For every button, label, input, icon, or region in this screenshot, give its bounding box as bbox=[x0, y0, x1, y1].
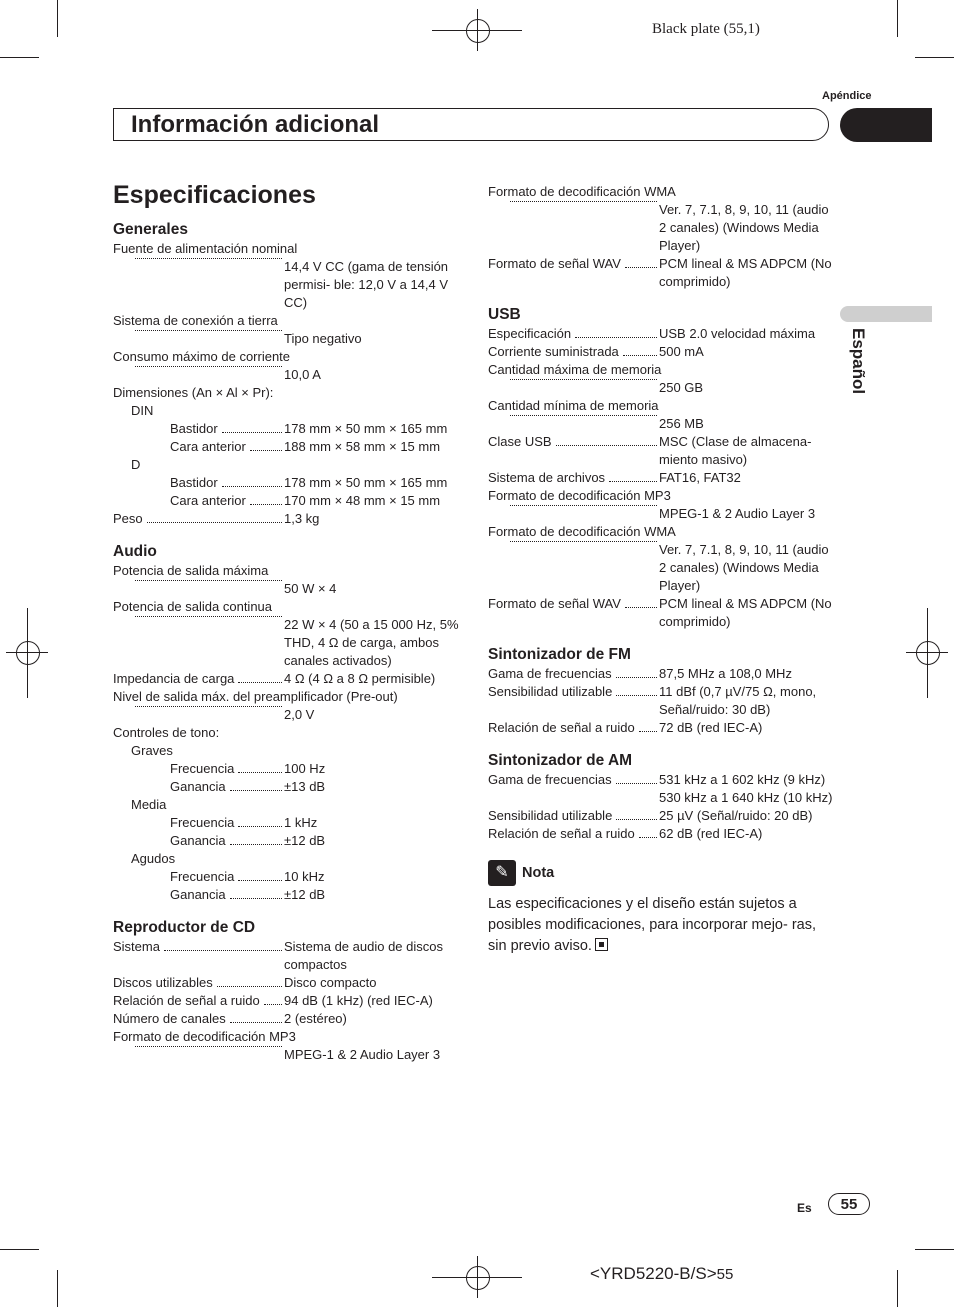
crop-mark bbox=[915, 57, 954, 58]
crop-mark bbox=[0, 1249, 39, 1250]
spec-value: ±13 dB bbox=[284, 779, 326, 794]
spec-value: 25 µV (Señal/ruido: 20 dB) bbox=[659, 808, 813, 823]
spec-label-cell bbox=[488, 771, 659, 789]
spec-row bbox=[488, 683, 838, 719]
spec-row bbox=[113, 992, 463, 1010]
spec-row bbox=[488, 183, 838, 201]
spec-value: MSC (Clase de almacena- miento masivo) bbox=[659, 434, 812, 467]
dot-leader bbox=[510, 541, 657, 542]
crop-mark bbox=[897, 1270, 898, 1307]
spec-label-cell bbox=[488, 505, 659, 511]
spec-label-cell bbox=[113, 974, 284, 992]
spec-value: 188 mm × 58 mm × 15 mm bbox=[284, 439, 441, 454]
spec-row bbox=[113, 474, 463, 492]
spec-row bbox=[488, 487, 838, 505]
spec-label: Dimensiones (An × Al × Pr): bbox=[113, 385, 274, 400]
section-heading: Reproductor de CD bbox=[113, 919, 256, 936]
spec-label: Ganancia bbox=[170, 887, 226, 902]
dot-leader bbox=[230, 844, 282, 845]
dot-leader bbox=[135, 330, 282, 331]
plate-label: Black plate (55,1) bbox=[652, 21, 760, 37]
spec-row bbox=[488, 343, 838, 361]
spec-label-cell bbox=[113, 330, 284, 336]
spec-row bbox=[488, 523, 838, 541]
spec-value: 10 kHz bbox=[284, 869, 325, 884]
spec-label-cell bbox=[488, 595, 659, 613]
spec-row bbox=[113, 796, 463, 814]
spec-label-cell bbox=[488, 469, 659, 487]
dot-leader bbox=[238, 826, 282, 827]
right-column bbox=[488, 183, 838, 957]
spec-value: 50 W × 4 bbox=[284, 581, 337, 596]
spec-label: Gama de frecuencias bbox=[488, 772, 612, 787]
dot-leader bbox=[510, 505, 657, 506]
crop-mark bbox=[0, 57, 39, 58]
spec-value: 1,3 kg bbox=[284, 511, 320, 526]
spec-row bbox=[113, 1028, 463, 1046]
spec-row bbox=[113, 420, 463, 438]
end-of-section-icon bbox=[595, 938, 608, 951]
spec-row bbox=[113, 240, 463, 258]
pencil-icon: ✎ bbox=[488, 860, 516, 886]
spec-value: 2 (estéreo) bbox=[284, 1011, 347, 1026]
registration-circle bbox=[466, 1266, 490, 1290]
spec-row bbox=[488, 469, 838, 487]
spec-row bbox=[113, 850, 463, 868]
dot-leader bbox=[135, 616, 282, 617]
spec-value: 2,0 V bbox=[284, 707, 315, 722]
spec-row bbox=[488, 595, 838, 631]
spec-label: Corriente suministrada bbox=[488, 344, 619, 359]
dot-leader bbox=[135, 706, 282, 707]
spec-label-cell bbox=[113, 420, 284, 438]
spec-label: Discos utilizables bbox=[113, 975, 213, 990]
spec-label: Formato de señal WAV bbox=[488, 256, 621, 271]
spec-value: 11 dBf (0,7 µV/75 Ω, mono, Señal/ruido: 30 dB) bbox=[659, 684, 817, 717]
spec-label: Frecuencia bbox=[170, 869, 235, 884]
spec-row bbox=[113, 670, 463, 688]
footer-language-code: Es bbox=[797, 1201, 812, 1215]
spec-label-cell bbox=[113, 474, 284, 492]
spec-value: 178 mm × 50 mm × 165 mm bbox=[284, 475, 448, 490]
dot-leader bbox=[147, 522, 282, 523]
dot-leader bbox=[230, 1022, 282, 1023]
spec-label-cell bbox=[488, 665, 659, 683]
spec-row bbox=[113, 616, 463, 670]
section-heading: Audio bbox=[113, 543, 157, 560]
spec-label: Sensibilidad utilizable bbox=[488, 684, 613, 699]
spec-row bbox=[488, 397, 838, 415]
spec-row bbox=[113, 598, 463, 616]
spec-label: Fuente de alimentación nominal bbox=[113, 241, 298, 256]
spec-row bbox=[488, 771, 838, 807]
spec-row bbox=[113, 456, 463, 474]
dot-leader bbox=[238, 682, 282, 683]
spec-value: 1 kHz bbox=[284, 815, 318, 830]
spec-label-cell bbox=[488, 825, 659, 843]
page-title: Especificaciones bbox=[113, 181, 316, 209]
spec-label-cell bbox=[488, 807, 659, 825]
spec-row bbox=[113, 974, 463, 992]
spec-value: ±12 dB bbox=[284, 833, 326, 848]
spec-row bbox=[113, 402, 463, 420]
spec-value: 10,0 A bbox=[284, 367, 321, 382]
spec-row bbox=[113, 562, 463, 580]
spec-label-cell bbox=[113, 886, 284, 904]
spec-value: PCM lineal & MS ADPCM (No comprimido) bbox=[659, 256, 832, 289]
spec-row bbox=[488, 541, 838, 595]
spec-label-cell bbox=[113, 492, 284, 510]
dot-leader bbox=[616, 695, 657, 696]
spec-label-cell bbox=[113, 814, 284, 832]
spec-value: 178 mm × 50 mm × 165 mm bbox=[284, 421, 448, 436]
spec-label-cell bbox=[113, 670, 284, 688]
spec-row bbox=[113, 706, 463, 724]
dot-leader bbox=[222, 432, 282, 433]
page-number: 55 bbox=[828, 1193, 870, 1215]
dot-leader bbox=[135, 580, 282, 581]
spec-label: Formato de decodificación WMA bbox=[488, 184, 676, 199]
spec-label: Frecuencia bbox=[170, 761, 235, 776]
spec-value: Disco compacto bbox=[284, 975, 377, 990]
spec-row bbox=[113, 1046, 463, 1064]
spec-row bbox=[113, 760, 463, 778]
spec-label: Sistema de archivos bbox=[488, 470, 606, 485]
spec-label: Relación de señal a ruido bbox=[113, 993, 260, 1008]
chapter-tab bbox=[840, 108, 932, 142]
registration-circle bbox=[466, 19, 490, 43]
spec-label: Agudos bbox=[131, 851, 176, 866]
spec-value: 250 GB bbox=[659, 380, 704, 395]
dot-leader bbox=[250, 504, 282, 505]
spec-label-cell bbox=[488, 415, 659, 421]
spec-value: 94 dB (1 kHz) (red IEC-A) bbox=[284, 993, 433, 1008]
section-heading: Sintonizador de FM bbox=[488, 646, 631, 663]
spec-label: Potencia de salida máxima bbox=[113, 563, 269, 578]
spec-label: Peso bbox=[113, 511, 143, 526]
spec-label: Formato de decodificación WMA bbox=[488, 524, 676, 539]
spec-row bbox=[113, 258, 463, 312]
spec-label: Cara anterior bbox=[170, 493, 246, 508]
spec-row bbox=[488, 719, 838, 737]
note-text bbox=[488, 894, 823, 957]
spec-row bbox=[113, 742, 463, 760]
spec-value: MPEG-1 & 2 Audio Layer 3 bbox=[659, 506, 816, 521]
spec-row bbox=[113, 886, 463, 904]
spec-label: Sistema bbox=[113, 939, 160, 954]
spec-row bbox=[488, 201, 838, 255]
spec-value: USB 2.0 velocidad máxima bbox=[659, 326, 816, 341]
spec-label: Nivel de salida máx. del preamplificador (Pre-out) bbox=[113, 689, 398, 704]
dot-leader bbox=[575, 337, 657, 338]
spec-row bbox=[113, 384, 463, 402]
spec-value: Tipo negativo bbox=[284, 331, 362, 346]
spec-label-cell bbox=[488, 683, 659, 701]
spec-row bbox=[113, 688, 463, 706]
dot-leader bbox=[264, 1004, 282, 1005]
spec-value: Ver. 7, 7.1, 8, 9, 10, 11 (audio 2 canales) (Windows Media Player) bbox=[659, 202, 829, 253]
spec-row bbox=[113, 832, 463, 850]
spec-label: Frecuencia bbox=[170, 815, 235, 830]
language-tab-label: Español bbox=[849, 328, 868, 395]
section-title: Información adicional bbox=[131, 111, 380, 138]
model-page-number: 55 bbox=[716, 1266, 734, 1283]
spec-label-cell bbox=[113, 438, 284, 456]
spec-label: Cara anterior bbox=[170, 439, 246, 454]
spec-label: Bastidor bbox=[170, 475, 218, 490]
dot-leader bbox=[238, 880, 282, 881]
spec-label-cell bbox=[488, 541, 659, 547]
spec-label-cell bbox=[113, 366, 284, 372]
spec-row bbox=[113, 938, 463, 974]
dot-leader bbox=[625, 267, 657, 268]
spec-value: 62 dB (red IEC-A) bbox=[659, 826, 763, 841]
spec-label: Media bbox=[131, 797, 167, 812]
note-title: Nota bbox=[522, 865, 555, 881]
spec-value: 100 Hz bbox=[284, 761, 326, 776]
spec-value: MPEG-1 & 2 Audio Layer 3 bbox=[284, 1047, 441, 1062]
dot-leader bbox=[135, 258, 282, 259]
spec-label: Gama de frecuencias bbox=[488, 666, 612, 681]
spec-row bbox=[113, 366, 463, 384]
crop-mark bbox=[57, 1270, 58, 1307]
spec-row bbox=[488, 325, 838, 343]
dot-leader bbox=[135, 366, 282, 367]
spec-label: DIN bbox=[131, 403, 154, 418]
spec-label-cell bbox=[113, 760, 284, 778]
dot-leader bbox=[164, 950, 282, 951]
spec-row bbox=[488, 505, 838, 523]
spec-value: FAT16, FAT32 bbox=[659, 470, 741, 485]
spec-label-cell bbox=[113, 868, 284, 886]
spec-row bbox=[488, 379, 838, 397]
model-code bbox=[590, 1264, 733, 1284]
spec-label: Formato de decodificación MP3 bbox=[113, 1029, 296, 1044]
crop-mark bbox=[57, 0, 58, 37]
spec-value: 87,5 MHz a 108,0 MHz bbox=[659, 666, 792, 681]
dot-leader bbox=[639, 731, 657, 732]
left-column bbox=[113, 220, 463, 1064]
dot-leader bbox=[250, 450, 282, 451]
spec-label: Impedancia de carga bbox=[113, 671, 235, 686]
dot-leader bbox=[625, 607, 657, 608]
spec-row bbox=[488, 665, 838, 683]
spec-label: Relación de señal a ruido bbox=[488, 720, 635, 735]
spec-label: Clase USB bbox=[488, 434, 552, 449]
spec-row bbox=[113, 312, 463, 330]
note-header bbox=[488, 860, 838, 886]
dot-leader bbox=[510, 201, 657, 202]
spec-label-cell bbox=[488, 325, 659, 343]
spec-label-cell bbox=[488, 719, 659, 737]
spec-value: 170 mm × 48 mm × 15 mm bbox=[284, 493, 441, 508]
spec-value: 256 MB bbox=[659, 416, 704, 431]
spec-label: Especificación bbox=[488, 326, 572, 341]
spec-label-cell bbox=[488, 201, 659, 207]
dot-leader bbox=[510, 415, 657, 416]
crop-mark bbox=[915, 1249, 954, 1250]
spec-label: Ganancia bbox=[170, 779, 226, 794]
spec-label-cell bbox=[113, 258, 284, 264]
spec-label-cell bbox=[113, 1046, 284, 1052]
spec-value: 72 dB (red IEC-A) bbox=[659, 720, 763, 735]
spec-row bbox=[113, 510, 463, 528]
spec-row bbox=[113, 1010, 463, 1028]
spec-label: Ganancia bbox=[170, 833, 226, 848]
dot-leader bbox=[623, 355, 657, 356]
dot-leader bbox=[217, 986, 282, 987]
spec-label-cell bbox=[488, 343, 659, 361]
spec-value: ±12 dB bbox=[284, 887, 326, 902]
spec-label: D bbox=[131, 457, 141, 472]
category-label: Apéndice bbox=[822, 90, 872, 102]
spec-label: Graves bbox=[131, 743, 173, 758]
spec-row bbox=[113, 492, 463, 510]
spec-label: Controles de tono: bbox=[113, 725, 220, 740]
spec-row bbox=[113, 778, 463, 796]
note-body: Las especificaciones y el diseño están sujetos a posibles modificaciones, para incorporar mejo- ras, sin previo aviso. bbox=[488, 896, 817, 954]
registration-circle bbox=[16, 641, 40, 665]
spec-row bbox=[113, 724, 463, 742]
spec-row bbox=[488, 433, 838, 469]
spec-label-cell bbox=[488, 433, 659, 451]
spec-label: Consumo máximo de corriente bbox=[113, 349, 291, 364]
spec-label-cell bbox=[113, 510, 284, 528]
spec-label: Cantidad máxima de memoria bbox=[488, 362, 662, 377]
spec-row bbox=[113, 438, 463, 456]
spec-row bbox=[488, 825, 838, 843]
spec-label-cell bbox=[113, 706, 284, 712]
dot-leader bbox=[222, 486, 282, 487]
spec-row bbox=[113, 814, 463, 832]
spec-label-cell bbox=[113, 616, 284, 622]
spec-label-cell bbox=[113, 778, 284, 796]
crop-mark bbox=[897, 0, 898, 37]
dot-leader bbox=[230, 898, 282, 899]
spec-label: Relación de señal a ruido bbox=[488, 826, 635, 841]
spec-row bbox=[488, 415, 838, 433]
spec-row bbox=[113, 580, 463, 598]
spec-label: Potencia de salida continua bbox=[113, 599, 273, 614]
dot-leader bbox=[230, 790, 282, 791]
dot-leader bbox=[238, 772, 282, 773]
dot-leader bbox=[616, 783, 657, 784]
spec-label-cell bbox=[488, 379, 659, 385]
spec-label-cell bbox=[113, 832, 284, 850]
spec-row bbox=[488, 361, 838, 379]
spec-row bbox=[488, 255, 838, 291]
spec-label: Cantidad mínima de memoria bbox=[488, 398, 659, 413]
section-heading: USB bbox=[488, 306, 521, 323]
spec-label: Formato de señal WAV bbox=[488, 596, 621, 611]
spec-row bbox=[113, 348, 463, 366]
spec-label-cell bbox=[488, 255, 659, 273]
section-heading: Sintonizador de AM bbox=[488, 752, 633, 769]
spec-value: PCM lineal & MS ADPCM (No comprimido) bbox=[659, 596, 832, 629]
spec-value: 4 Ω (4 Ω a 8 Ω permisible) bbox=[284, 671, 436, 686]
dot-leader bbox=[616, 677, 657, 678]
dot-leader bbox=[135, 1046, 282, 1047]
spec-label-cell bbox=[113, 938, 284, 956]
spec-label: Sensibilidad utilizable bbox=[488, 808, 613, 823]
language-tab-marker bbox=[840, 306, 932, 322]
spec-label-cell bbox=[113, 580, 284, 586]
spec-row bbox=[113, 868, 463, 886]
spec-row bbox=[113, 330, 463, 348]
spec-label: Bastidor bbox=[170, 421, 218, 436]
spec-value: Sistema de audio de discos compactos bbox=[284, 939, 443, 972]
model-code-text: <YRD5220-B/S> bbox=[590, 1264, 717, 1283]
dot-leader bbox=[616, 819, 657, 820]
dot-leader bbox=[639, 837, 657, 838]
spec-value: 22 W × 4 (50 a 15 000 Hz, 5% THD, 4 Ω de carga, ambos canales activados) bbox=[284, 617, 459, 668]
spec-value: 500 mA bbox=[659, 344, 704, 359]
spec-value: 531 kHz a 1 602 kHz (9 kHz) 530 kHz a 1 640 kHz (10 kHz) bbox=[659, 772, 833, 805]
spec-value: Ver. 7, 7.1, 8, 9, 10, 11 (audio 2 canales) (Windows Media Player) bbox=[659, 542, 829, 593]
dot-leader bbox=[556, 445, 657, 446]
spec-row bbox=[488, 807, 838, 825]
spec-value: 14,4 V CC (gama de tensión permisi- ble: 12,0 V a 14,4 V CC) bbox=[284, 259, 449, 310]
spec-label: Número de canales bbox=[113, 1011, 226, 1026]
spec-label: Formato de decodificación MP3 bbox=[488, 488, 671, 503]
spec-label-cell bbox=[113, 1010, 284, 1028]
section-heading: Generales bbox=[113, 221, 188, 238]
dot-leader bbox=[609, 481, 657, 482]
spec-label-cell bbox=[113, 992, 284, 1010]
registration-circle bbox=[916, 641, 940, 665]
dot-leader bbox=[510, 379, 657, 380]
spec-label: Sistema de conexión a tierra bbox=[113, 313, 278, 328]
